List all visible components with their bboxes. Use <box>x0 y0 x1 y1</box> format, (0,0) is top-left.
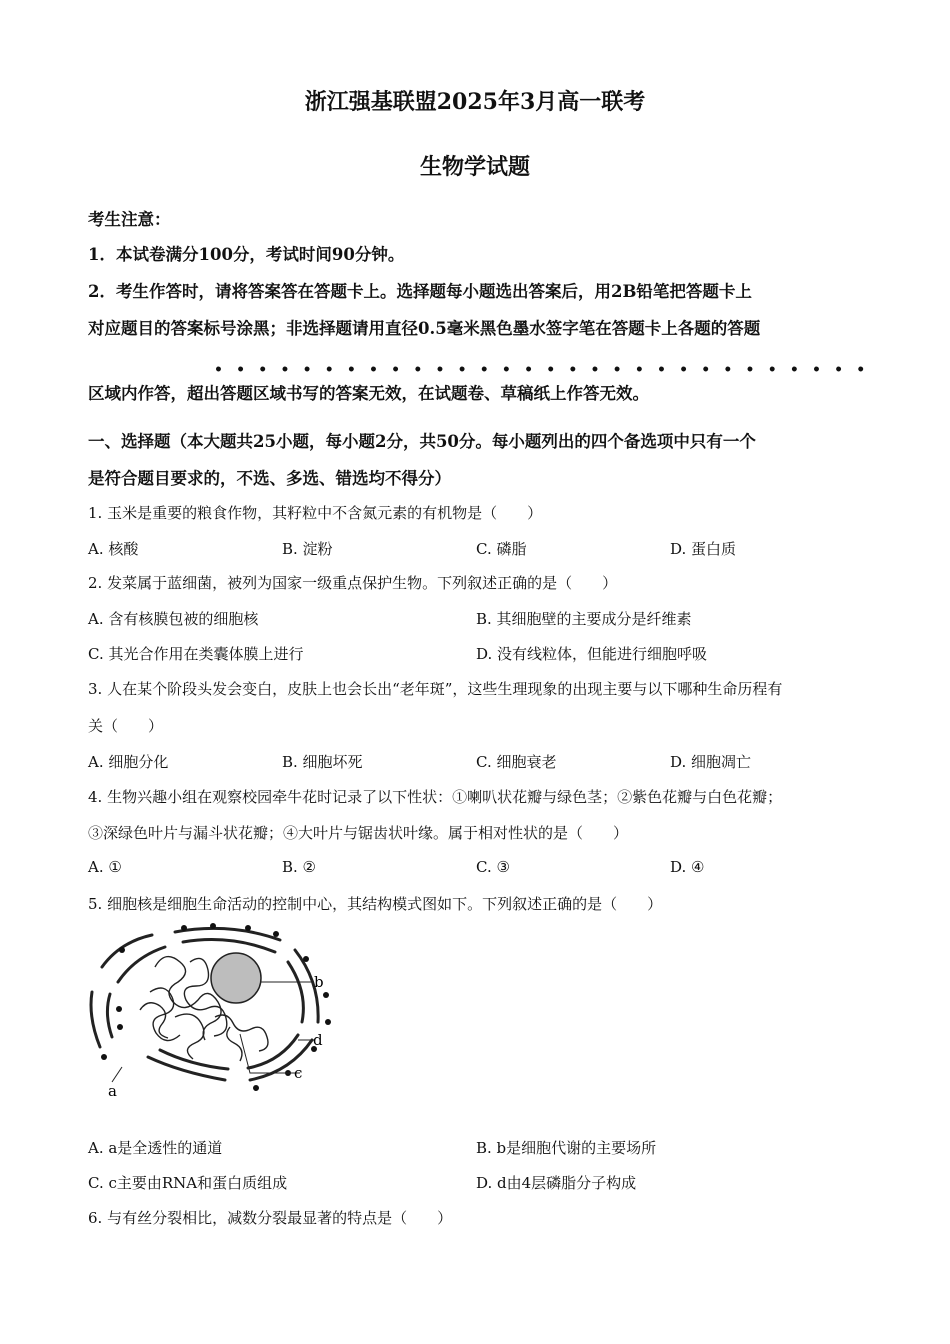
exam-subject: 生物学试题 <box>419 154 530 180</box>
question-5-option-c: C. c主要由RNA和蛋白质组成 <box>88 1174 288 1192</box>
question-5-stem: 5. 细胞核是细胞生命活动的控制中心，其结构模式图如下。下列叙述正确的是（ ） <box>88 895 663 913</box>
nuclear-envelope <box>91 928 318 1080</box>
question-3-option-a: A. 细胞分化 <box>88 753 169 771</box>
label-a: a <box>108 1082 117 1100</box>
section-instruction-1: 一、选择题（本大题共25小题，每小题2分，共50分。每小题列出的四个备选项中只有一个 <box>88 432 756 451</box>
notice-heading: 考生注意： <box>88 210 171 229</box>
notice-line-2a: 2．考生作答时，请将答案答在答题卡上。选择题每小题选出答案后，用2B铅笔把答题卡上 <box>88 282 752 301</box>
emphasis-dots: •••••••••••••••••••••••••••••• <box>214 362 879 378</box>
question-5-option-b: B. b是细胞代谢的主要场所 <box>476 1139 657 1157</box>
question-3-option-b: B. 细胞坏死 <box>282 753 363 771</box>
question-4-option-c: C. ③ <box>476 858 510 876</box>
question-4-stem-line-2: ③深绿色叶片与漏斗状花瓣；④大叶片与锯齿状叶缘。属于相对性状的是（ ） <box>88 824 629 842</box>
question-2-option-c: C. 其光合作用在类囊体膜上进行 <box>88 645 304 663</box>
question-2-stem: 2. 发菜属于蓝细菌，被列为国家一级重点保护生物。下列叙述正确的是（ ） <box>88 574 618 592</box>
label-c: c <box>294 1064 303 1082</box>
question-5-option-d: D. d由4层磷脂分子构成 <box>476 1174 637 1192</box>
question-3-stem-line-2: 关（ ） <box>88 717 164 735</box>
exam-title: 浙江强基联盟2025年3月高一联考 <box>304 89 646 115</box>
notice-line-2b: 对应题目的答案标号涂黑；非选择题请用直径0.5毫米黑色墨水签字笔在答题卡上各题的答题 <box>88 319 761 338</box>
question-2-option-d: D. 没有线粒体，但能进行细胞呼吸 <box>476 645 708 663</box>
question-1-option-c: C. 磷脂 <box>476 540 527 558</box>
question-2-option-b: B. 其细胞壁的主要成分是纤维素 <box>476 610 692 628</box>
question-6-stem: 6. 与有丝分裂相比，减数分裂最显著的特点是（ ） <box>88 1209 453 1227</box>
notice-line-1: 1．本试卷满分100分，考试时间90分钟。 <box>88 245 405 264</box>
question-3-stem-line-1: 3. 人在某个阶段头发会变白，皮肤上也会长出“老年斑”，这些生理现象的出现主要与以下哪种生命历程有 <box>88 680 783 698</box>
question-1-option-a: A. 核酸 <box>88 540 139 558</box>
question-4-option-b: B. ② <box>282 858 317 876</box>
question-4-option-d: D. ④ <box>670 858 705 876</box>
question-4-option-a: A. ① <box>88 858 122 876</box>
question-3-option-c: C. 细胞衰老 <box>476 753 557 771</box>
label-d: d <box>313 1031 323 1049</box>
question-1-option-b: B. 淀粉 <box>282 540 333 558</box>
section-instruction-2: 是符合题目要求的，不选、多选、错选均不得分） <box>88 469 451 488</box>
question-4-stem-line-1: 4. 生物兴趣小组在观察校园牵牛花时记录了以下性状：①喇叭状花瓣与绿色茎；②紫色花瓣与白色花瓣； <box>88 788 783 806</box>
question-1-stem: 1. 玉米是重要的粮食作物，其籽粒中不含氮元素的有机物是（ ） <box>88 504 543 522</box>
nucleolus <box>211 953 261 1003</box>
notice-line-2c: 区域内作答，超出答题区域书写的答案无效，在试题卷、草稿纸上作答无效。 <box>88 384 649 403</box>
question-5-option-a: A. a是全透性的通道 <box>88 1139 223 1157</box>
nucleus-structure-diagram <box>80 922 340 1102</box>
question-2-option-a: A. 含有核膜包被的细胞核 <box>88 610 259 628</box>
label-b: b <box>314 973 324 991</box>
question-1-option-d: D. 蛋白质 <box>670 540 737 558</box>
question-3-option-d: D. 细胞凋亡 <box>670 753 752 771</box>
